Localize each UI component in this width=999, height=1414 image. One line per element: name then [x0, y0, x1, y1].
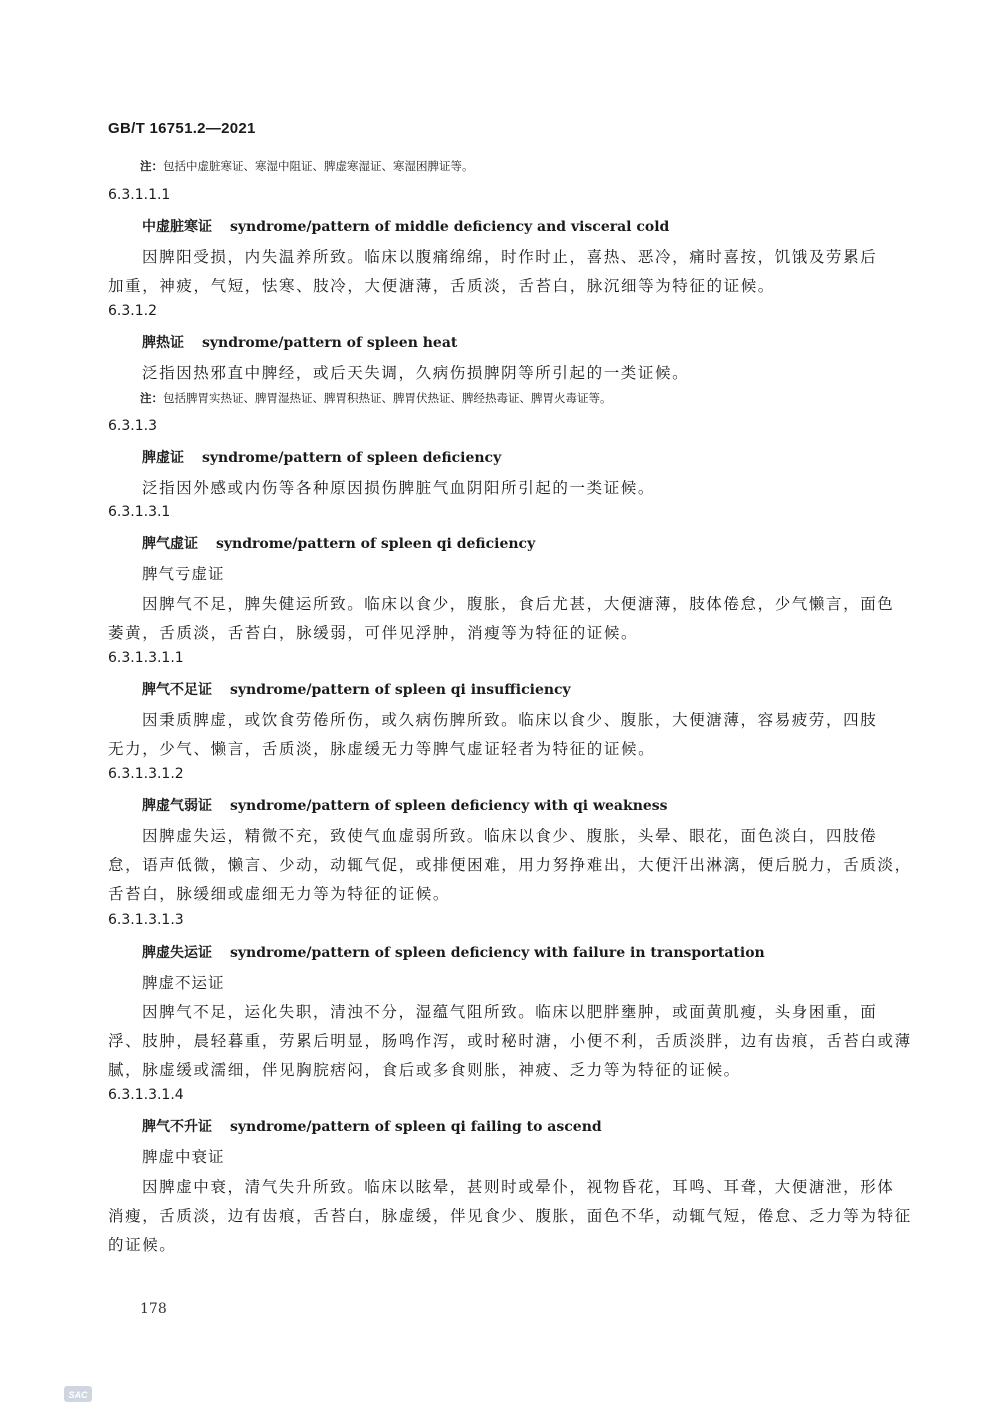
term-chinese: 中虚脏寒证	[142, 219, 212, 235]
paragraph-line: 泛指因热邪直中脾经，或后天失调，久病伤损脾阴等所引起的一类证候。	[142, 364, 690, 382]
synonym-term: 脾虚不运证	[142, 974, 225, 992]
note-text: 包括脾胃实热证、脾胃湿热证、脾胃积热证、脾胃伏热证、脾经热毒证、脾胃火毒证等。	[163, 391, 612, 405]
paragraph-line: 因脾虚失运，精微不充，致使气血虚弱所致。临床以食少、腹胀，头晕、眼花，面色淡白，四肢倦	[142, 827, 878, 845]
term-heading	[142, 942, 765, 962]
term-english: syndrome/pattern of middle deficiency and visceral cold	[230, 219, 670, 235]
term-heading	[142, 679, 571, 699]
note-label: 注：	[140, 391, 163, 405]
paragraph-line: 消瘦，舌质淡，边有齿痕，舌苔白，脉虚缓，伴见食少、腹胀，面色不华，动辄气短，倦怠、乏力等为特征	[108, 1207, 912, 1225]
synonym-term: 脾虚中衰证	[142, 1148, 225, 1166]
term-english: syndrome/pattern of spleen qi deficiency	[216, 536, 536, 552]
section-number: 6.3.1.3	[108, 418, 157, 434]
standard-number: GB/T 16751.2—2021	[108, 120, 256, 137]
section-number: 6.3.1.2	[108, 303, 157, 319]
term-chinese: 脾热证	[142, 335, 184, 351]
section-number: 6.3.1.3.1.1	[108, 650, 184, 666]
term-english: syndrome/pattern of spleen qi failing to ascend	[230, 1119, 602, 1135]
term-chinese: 脾虚证	[142, 450, 184, 466]
section-number: 6.3.1.1.1	[108, 187, 171, 203]
paragraph-line: 因脾气不足，脾失健运所致。临床以食少，腹胀，食后尤甚，大便溏薄，肢体倦怠，少气懒言，面色	[142, 595, 895, 613]
term-heading	[142, 1116, 602, 1136]
page-number: 178	[140, 1301, 167, 1317]
term-english: syndrome/pattern of spleen deficiency with qi weakness	[230, 798, 668, 814]
section-number: 6.3.1.3.1.3	[108, 912, 184, 928]
section-number: 6.3.1.3.1.4	[108, 1087, 184, 1103]
sac-logo-icon	[64, 1386, 92, 1402]
paragraph-line: 怠，语声低微，懒言、少动，动辄气促，或排便困难，用力努挣难出，大便汗出淋漓，便后脱力，舌质淡，	[108, 856, 912, 874]
term-english: syndrome/pattern of spleen heat	[202, 335, 458, 351]
term-chinese: 脾气不足证	[142, 682, 212, 698]
paragraph-line: 无力，少气、懒言，舌质淡，脉虚缓无力等脾气虚证轻者为特征的证候。	[108, 740, 656, 758]
term-chinese: 脾虚失运证	[142, 945, 212, 961]
term-heading	[142, 447, 501, 467]
paragraph-line: 浮、肢肿，晨轻暮重，劳累后明显，肠鸣作泻，或时秘时溏，小便不利，舌质淡胖，边有齿痕，舌苔白或薄	[108, 1032, 912, 1050]
paragraph-line: 萎黄，舌质淡，舌苔白，脉缓弱，可伴见浮肿，消瘦等为特征的证候。	[108, 624, 639, 642]
term-heading	[142, 533, 535, 553]
paragraph-line: 舌苔白，脉缓细或虚细无力等为特征的证候。	[108, 885, 451, 903]
paragraph-line: 泛指因外感或内伤等各种原因损伤脾脏气血阴阳所引起的一类证候。	[142, 479, 656, 497]
term-english: syndrome/pattern of spleen qi insufficiency	[230, 682, 571, 698]
svg-text:SAC: SAC	[68, 1390, 88, 1400]
term-chinese: 脾虚气弱证	[142, 798, 212, 814]
paragraph-line: 因脾气不足，运化失职，清浊不分，湿蕴气阻所致。临床以肥胖壅肿，或面黄肌瘦，头身困重，面	[142, 1003, 878, 1021]
term-heading	[142, 332, 457, 352]
term-english: syndrome/pattern of spleen deficiency with failure in transportation	[230, 945, 765, 961]
term-heading	[142, 216, 669, 236]
paragraph-line: 腻，脉虚缓或濡细，伴见胸脘痞闷，食后或多食则胀，神疲、乏力等为特征的证候。	[108, 1061, 741, 1079]
synonym-term: 脾气亏虚证	[142, 565, 225, 583]
paragraph-line: 的证候。	[108, 1236, 177, 1254]
paragraph-line: 加重，神疲，气短，怯寒、肢冷，大便溏薄，舌质淡，舌苔白，脉沉细等为特征的证候。	[108, 277, 775, 295]
paragraph-line: 因秉质脾虚，或饮食劳倦所伤，或久病伤脾所致。临床以食少、腹胀，大便溏薄，容易疲劳，四肢	[142, 711, 878, 729]
note-line	[140, 390, 612, 406]
note-line	[140, 158, 474, 174]
term-chinese: 脾气虚证	[142, 536, 198, 552]
section-number: 6.3.1.3.1.2	[108, 766, 184, 782]
section-number: 6.3.1.3.1	[108, 504, 171, 520]
note-text: 包括中虚脏寒证、寒湿中阻证、脾虚寒湿证、寒湿困脾证等。	[163, 159, 474, 173]
term-english: syndrome/pattern of spleen deficiency	[202, 450, 502, 466]
term-heading	[142, 795, 668, 815]
note-label: 注：	[140, 159, 163, 173]
term-chinese: 脾气不升证	[142, 1119, 212, 1135]
paragraph-line: 因脾虚中衰，清气失升所致。临床以眩晕，甚则时或晕仆，视物昏花，耳鸣、耳聋，大便溏泄，形体	[142, 1178, 895, 1196]
paragraph-line: 因脾阳受损，内失温养所致。临床以腹痛绵绵，时作时止，喜热、恶冷，痛时喜按，饥饿及劳累后	[142, 248, 878, 266]
